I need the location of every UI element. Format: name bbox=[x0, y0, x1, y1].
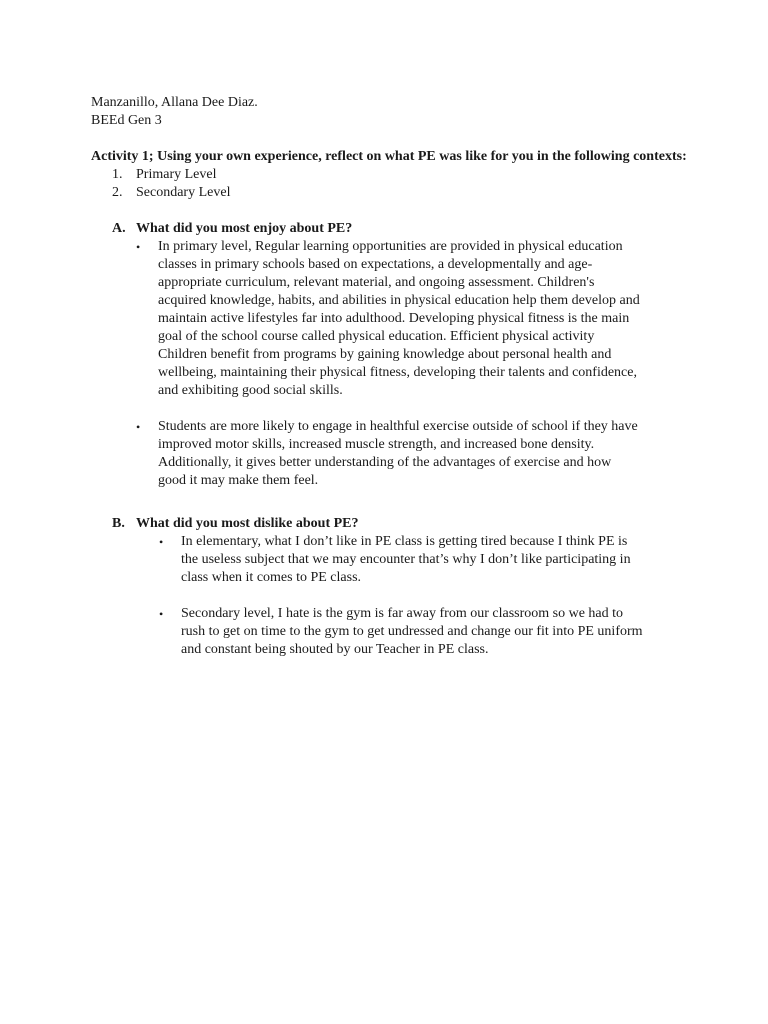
section-question: What did you most dislike about PE? bbox=[136, 516, 359, 531]
student-class: BEEd Gen 3 bbox=[91, 113, 162, 128]
bullet-text: In elementary, what I don’t like in PE class is getting tired because I think PE is the useless subject that we may encounter that’s why I don’t like participating in class when it comes to PE class. bbox=[181, 534, 631, 585]
section-letter: B. bbox=[112, 516, 125, 531]
level-label: Secondary Level bbox=[136, 185, 231, 200]
section-dislike bbox=[91, 515, 691, 533]
level-label: Primary Level bbox=[136, 167, 217, 182]
level-item bbox=[91, 166, 691, 184]
document-page bbox=[91, 94, 691, 659]
bullet-icon: • bbox=[136, 240, 141, 254]
levels-list bbox=[91, 166, 691, 202]
dislike-bullets bbox=[136, 533, 691, 659]
level-item bbox=[91, 184, 691, 202]
list-item bbox=[136, 605, 691, 659]
bullet-icon: • bbox=[159, 535, 164, 549]
enjoy-bullets bbox=[136, 238, 691, 490]
level-number: 1. bbox=[112, 167, 123, 182]
bullet-text: Secondary level, I hate is the gym is far away from our classroom so we had to rush to get on time to the gym to get undressed and change our fit into PE uniform and constant being shouted by our Teacher in PE class. bbox=[181, 606, 643, 657]
list-item bbox=[136, 533, 691, 587]
list-item bbox=[136, 238, 691, 400]
section-letter: A. bbox=[112, 221, 126, 236]
bullet-icon: • bbox=[136, 420, 141, 434]
bullet-icon: • bbox=[159, 607, 164, 621]
bullet-text: Students are more likely to engage in healthful exercise outside of school if they have improved motor skills, increased muscle strength, and increased bone density. Additionally, it gives better understanding of the advantages of exercise and how good it may make them feel. bbox=[158, 419, 638, 488]
level-number: 2. bbox=[112, 185, 123, 200]
student-name: Manzanillo, Allana Dee Diaz. bbox=[91, 95, 258, 110]
activity-prompt: Activity 1; Using your own experience, reflect on what PE was like for you in the following contexts: bbox=[91, 149, 687, 164]
bullet-text: In primary level, Regular learning opportunities are provided in physical education classes in primary schools based on expectations, a developmentally and age- appropriate curriculum, relevant material, and ongoing assessment. Children's acquired knowledge, habits, and abilities in physical education help them develop and maintain active lifestyles far into adulthood. Developing physical fitness is the main goal of the school course called physical education. Efficient physical activity Children benefit from programs by gaining knowledge about personal health and wellbeing, maintaining their physical fitness, developing their talents and confidence, and exhibiting good social skills. bbox=[158, 239, 640, 398]
section-enjoy bbox=[91, 220, 691, 490]
section-question: What did you most enjoy about PE? bbox=[136, 221, 353, 236]
list-item bbox=[136, 418, 691, 490]
